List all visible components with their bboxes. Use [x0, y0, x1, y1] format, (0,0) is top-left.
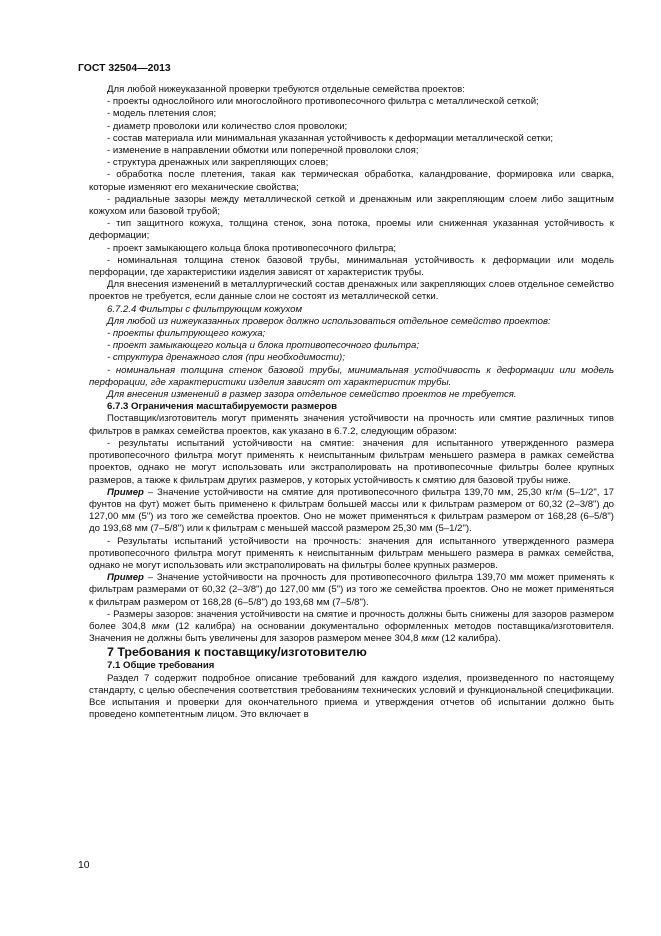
list-item: - проекты фильтрующего кожуха; — [107, 328, 266, 340]
example-text: – Значение устойчивости на смятие для противопесочного фильтра 139,70 мм, 25,30 кг/м (5–1/2", 17 фунтов на фут) может быть применено к фильтрам большей массы или к фильтрам размером от 60,32 (2–3/8") до 127,00 мм (5") из того же семейства проектов. Оно не может применяться к фильтрам размером от 168,28 (6–5/8") до 193,68 мм (7–5/8") или к фильтрам с меньшей массой размером 25,30 мм (5–1/2"). — [89, 486, 614, 535]
page-number: 10 — [78, 860, 90, 871]
list-item: - состав материала или минимальная указанная устойчивость к деформации металлической сетки; — [107, 132, 554, 144]
section-heading-7: 7 Требования к поставщику/изготовителю — [107, 645, 367, 660]
list-item: - проект замыкающего кольца блока противопесочного фильтра; — [107, 242, 397, 254]
example-label: Пример — [107, 572, 144, 584]
paragraph: Поставщик/изготовитель могут применять значения устойчивости на прочность или смятие различных типов фильтров в рамках семейства проектов, как указано в 6.7.2, следующим образом: — [89, 413, 614, 437]
list-item: - структура дренажного слоя (при необходимости); — [107, 352, 345, 364]
list-item: - тип защитного кожуха, толщина стенок, зона потока, проемы или сниженная указанная устойчивость к деформации; — [89, 218, 614, 242]
page-header: ГОСТ 32504—2013 — [78, 63, 171, 74]
text-span: - Размеры зазоров: значения устойчивости на смятие и прочность должны быть снижены для зазоров размером более 304,8 — [89, 608, 614, 632]
list-item: - изменение в направлении обмотки или поперечной проволоки слоя; — [107, 145, 419, 157]
list-item: - структура дренажных или закрепляющих слоев; — [107, 157, 329, 169]
list-item: - проекты однослойного или многослойного противопесочного фильтра с металлической сеткой; — [107, 96, 539, 108]
example-paragraph — [89, 487, 614, 536]
list-item: - проект замыкающего кольца и блока противопесочного фильтра; — [107, 340, 419, 352]
list-item: - диаметр проволоки или количество слоя проволоки; — [107, 120, 348, 132]
paragraph: Для внесения изменений в размер зазора отдельное семейство проектов не требуется. — [107, 389, 517, 401]
example-text: – Значение устойчивости на прочность для противопесочного фильтра 139,70 мм может применять к фильтрам размерами от 60,32 (2–3/8") до 127,00 мм (5") из того же семейства проектов. Оно не может применяться к фильтрам размером от 168,28 (6–5/8") до 193,68 мм (7–5/8"). — [89, 572, 614, 608]
section-heading-673: 6.7.3 Ограничения масштабируемости размеров — [107, 401, 338, 413]
example-paragraph — [89, 572, 614, 609]
example-label: Пример — [107, 486, 144, 498]
paragraph: Раздел 7 содержит подробное описание требований для каждого изделия, произведенного по настоящему стандарту, с целью обеспечения соответствия требованиям технических условий и функциональной спецификации. Все испытания и проверки для окончательного приема и утверждения отчетов об испытании должно быть проведено компетентным лицом. Это включает в — [89, 672, 614, 721]
paragraph: Для внесения изменений в металлургический состав дренажных или закрепляющих слоев отдельное семейство проектов не требуется, если данные слои не состоят из металлической сетки. — [89, 279, 614, 303]
unit-span: мкм — [421, 633, 439, 645]
text-span: (12 калибра). — [438, 633, 501, 645]
list-item: - модель плетения слоя; — [107, 108, 217, 120]
subsection-heading-71: 7.1 Общие требования — [107, 660, 215, 672]
list-item: - Результаты испытаний устойчивости на прочность: значения для испытанного утвержденного размера противопесочного фильтра могут применять к неиспытанным фильтрам меньшего размера в рамках семейства, однако не могут использовать или экстраполировать на фильтры более крупных размеров. — [89, 535, 614, 571]
list-item: - номинальная толщина стенок базовой трубы, минимальная устойчивость к деформации или модель перфорации, где характеристики изделия зависят от характеристик трубы. — [89, 254, 614, 279]
paragraph: Для любой нижеуказанной проверки требуются отдельные семейства проектов: — [107, 84, 465, 95]
list-item: - результаты испытаний устойчивости на смятие: значения для испытанного утвержденного размера противопесочного фильтра могут применять к неиспытанным фильтрам меньшего размера в рамках семейства проектов, однако не могут использовать или экстраполировать на противопесочные фильтры более крупных размеров, а также к фильтрам других размеров, у которых устойчивость к смятию для базовой трубы ниже. — [89, 437, 614, 486]
list-item: - номинальная толщина стенок базовой трубы, минимальная устойчивость к деформации или модель перфорации, где характеристики изделия зависят от характеристик трубы. — [89, 364, 614, 388]
subsection-heading-6724: 6.7.2.4 Фильтры с фильтрующим кожухом — [107, 303, 303, 315]
body-text — [89, 84, 614, 721]
list-item: - радиальные зазоры между металлической сеткой и дренажным или закрепляющим слоем либо защитным кожухом или базовой трубой; — [89, 193, 614, 218]
text-span: (12 калибра) на основании документально оформленных методов поставщика/изготовителя. Значения не должны быть увеличены для зазоров размером менее 304,8 — [89, 620, 614, 645]
unit-span: мкм — [151, 620, 170, 632]
list-item — [89, 609, 614, 646]
list-item: - обработка после плетения, такая как термическая обработка, каландрование, формировка или сварка, которые изменяют его механические свойства; — [89, 169, 614, 193]
paragraph: Для любой из нижеуказанных проверок должно использоваться отдельное семейство проектов: — [107, 315, 551, 327]
